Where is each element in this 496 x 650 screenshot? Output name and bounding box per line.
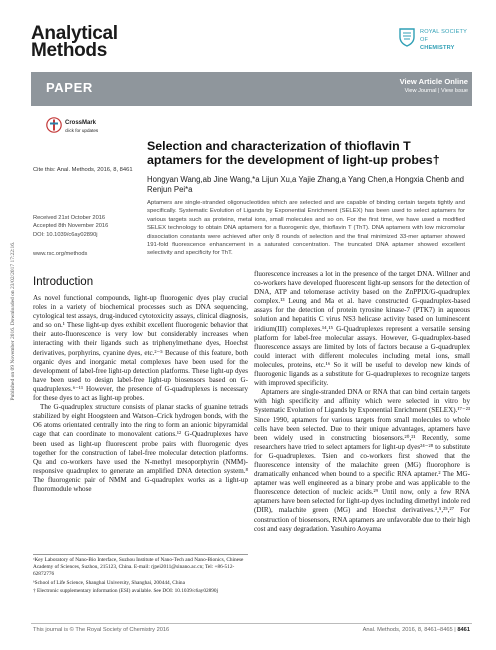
- journal-title-line1: Analytical: [31, 23, 118, 44]
- view-article-online-link[interactable]: View Article Online: [399, 77, 468, 86]
- footer-citation: Anal. Methods, 2016, 8, 8461–8465 |: [362, 627, 456, 633]
- doi[interactable]: DOI: 10.1039/c6ay02890j: [33, 232, 98, 238]
- article-title-line2: aptamers for the development of light-up probes†: [147, 153, 440, 167]
- publisher-logo[interactable]: [398, 26, 478, 50]
- article-type-label: PAPER: [46, 80, 93, 95]
- accepted-date: Accepted 8th November 2016: [33, 223, 109, 229]
- page-number: 8461: [457, 627, 470, 633]
- esi-footnote: † Electronic supplementary information (ESI) available. See DOI: 10.1039/c6ay02890j: [33, 587, 219, 594]
- publisher-line2: OF: [420, 37, 429, 43]
- article-dates: [33, 214, 143, 230]
- crossmark-line2: click for updates: [65, 128, 99, 133]
- article-title-line1: Selection and characterization of thioflavin T: [147, 139, 411, 153]
- journal-website-link[interactable]: www.rsc.org/methods: [33, 251, 88, 257]
- affiliation-footnote-a: ᵃKey Laboratory of Nano-Bio Interface, Suzhou Institute of Nano-Tech and Nano-Bionics, Chinese Academy of Sciences, Suzhou, 215123, China. E-mail: rjpei2011@sinano.ac.cn; Tel: +86-512-62872776: [33, 557, 244, 578]
- abstract: Aptamers are single-stranded oligonucleotides which are selected and are capable of binding certain targets tightly and specifically. Systematic Evolution of Ligands by Exponential Enrichment (SELEX) has been used to select aptamers for various targets such as proteins, metal ions, small molecules and so on. For the first time, we have used a modified SELEX technology to obtain DNA aptamers for a fluorogenic dye, thioflavin T (ThT). DNA aptamers with low micromolar dissociation constants were achieved after only 8 rounds of selection and the final minimized 33-mer aptamer showed 191-fold fluorescence enhancement in a saturated concentration. The truncated DNA aptamer showed excellent selectivity and specificity for ThT.: [147, 200, 465, 257]
- section-heading: Introduction: [33, 276, 94, 288]
- copyright-notice: This journal is © The Royal Society of Chemistry 2016: [33, 627, 170, 633]
- affiliation-footnote-b: ᵇSchool of Life Science, Shanghai University, Shanghai, 200444, China: [33, 579, 185, 586]
- publication-watermark: Published on 09 November 2016. Downloaded on 23/02/2017 17:22:16.: [10, 241, 16, 401]
- footer-divider: [31, 623, 472, 624]
- publisher-line3: CHEMISTRY: [420, 45, 455, 51]
- page-citation: [300, 627, 470, 633]
- view-journal-issue-links[interactable]: View Journal | View Issue: [404, 88, 468, 94]
- paragraph: Aptamers are single-stranded DNA or RNA that can bind certain targets with high specificity and affinity which were selected in vitro by Systematic Evolution of Ligands by Exponential Enrichment (SELEX).¹⁷⁻²³ Since 1990, aptamers for various targets from small molecules to whole cells have been selected. Due to their unique advantages, aptamers have been widely used in constructing biosensors.²⁰,²¹ Recently, some researchers have tried to select aptamers for light-up dyes²⁴⁻²⁸ to substitute for G-quadruplexes. Tsien and co-workers first showed that the fluorescence intensity of the malachite green (MG) fluorophore is dramatically enhanced when bound to a specific RNA aptamer.² The MG-aptamer was well engineered as a binary probe and was applicable to the fluorescence detection of nucleic acids.²⁹ Until now, only a few RNA aptamers have been selected for light-up dyes including dimethyl indole red (DIR), malachite green (MG) and Hoechst derivatives.³,⁵,²⁵,²⁷ For construction of biosensors, RNA aptamers are unfavorable due to their high cost and easy degradation. Yasuhiro Aoyama: [254, 388, 470, 533]
- publisher-line1: ROYAL SOCIETY: [420, 29, 468, 35]
- article-title: [147, 139, 467, 167]
- citation: Cite this: Anal. Methods, 2016, 8, 8461: [33, 167, 133, 173]
- crossmark-line1: CrossMark: [65, 120, 97, 126]
- paragraph: The G-quadruplex structure consists of planar stacks of guanine tetrads stabilized by eight Hoogsteen and Watson–Crick hydrogen bonds, with the O6 atoms orientated centrally into the ring to form an anionic bipyramidal cage that can coordinate to monovalent cations.¹² G-Quadruplexes have been used as light-up fluorescent probe pairs with fluorogenic dyes together for the construction of label-free molecular detection platforms. Qu and co-workers have used the N-methyl mesoporphyrin (NMM)-responsive quadruplex to generate an amplified DNA detection system.⁸ The fluorogenic pair of NMM and G-quadruplex works as a light-up fluoromodule whose: [33, 403, 248, 493]
- body-column-left: [33, 294, 248, 494]
- crest-icon: [398, 27, 416, 47]
- paragraph: fluorescence increases a lot in the presence of the target DNA. Willner and co-workers have developed fluorescent light-up sensors for the detection of DNA, ATP and telomerase activity based on the ZnPPIX/G-quadruplex complex.¹³ Leung and Ma et al. have constructed G-quadruplex-based assays for the detection of protein tyrosine kinase-7 (PTK7) in aqueous solution and hepatitis C virus NS3 helicase activity based on luminescent iridium(III) complexes.¹⁴,¹⁵ G-Quadruplexes represent a versatile sensing platform for label-free molecular assays. However, G-quadruplex-based fluorescence assays are limited by lots of factors because a G-quadruplex could interact with different molecules including metal ions, small molecules, proteins, etc.¹⁶ So it will be useful to develop new kinds of fluorogenic ligands as a substitute for G-quadruplexes to recognize targets with improved specificity.: [254, 270, 470, 388]
- paragraph: As novel functional compounds, light-up fluorogenic dyes play crucial roles in a variety of biochemical processes such as DNA sequencing, cytological test assays, drug-induced cytotoxicity assays, clinical diagnosis, and so on.¹ These light-up dyes exhibit excellent fluorogenic behavior that their auto-fluorescence is very low but considerably increases when interacting with their ligands such as triphenylmethane dyes, Hoechst derivatives, porphyrins, cyanine dyes, etc.²⁻⁵ Because of this feature, both organic dyes and inorganic metal complexes have been used for the development of label-free light-up detection platforms. These light-up dyes have been used to design label-free light-up biosensors based on G-quadruplexes.⁶⁻¹¹ However, the presence of G-quadruplexes is necessary for these dyes to act as light-up probes.: [33, 294, 248, 403]
- crossmark-icon: [46, 117, 62, 133]
- footnote-divider: [33, 554, 248, 555]
- body-column-right: [254, 270, 470, 534]
- journal-title-line2: Methods: [31, 40, 108, 61]
- received-date: Received 21st October 2016: [33, 215, 106, 221]
- author-list: Hongyan Wang,ab Jine Wang,*a Lijun Xu,a Yajie Zhang,a Yang Chen,a Hongxia Chenb and Renjun Pei*a: [147, 175, 465, 194]
- journal-title: [31, 25, 171, 59]
- footnotes: [33, 557, 248, 596]
- crossmark-badge[interactable]: [46, 117, 108, 137]
